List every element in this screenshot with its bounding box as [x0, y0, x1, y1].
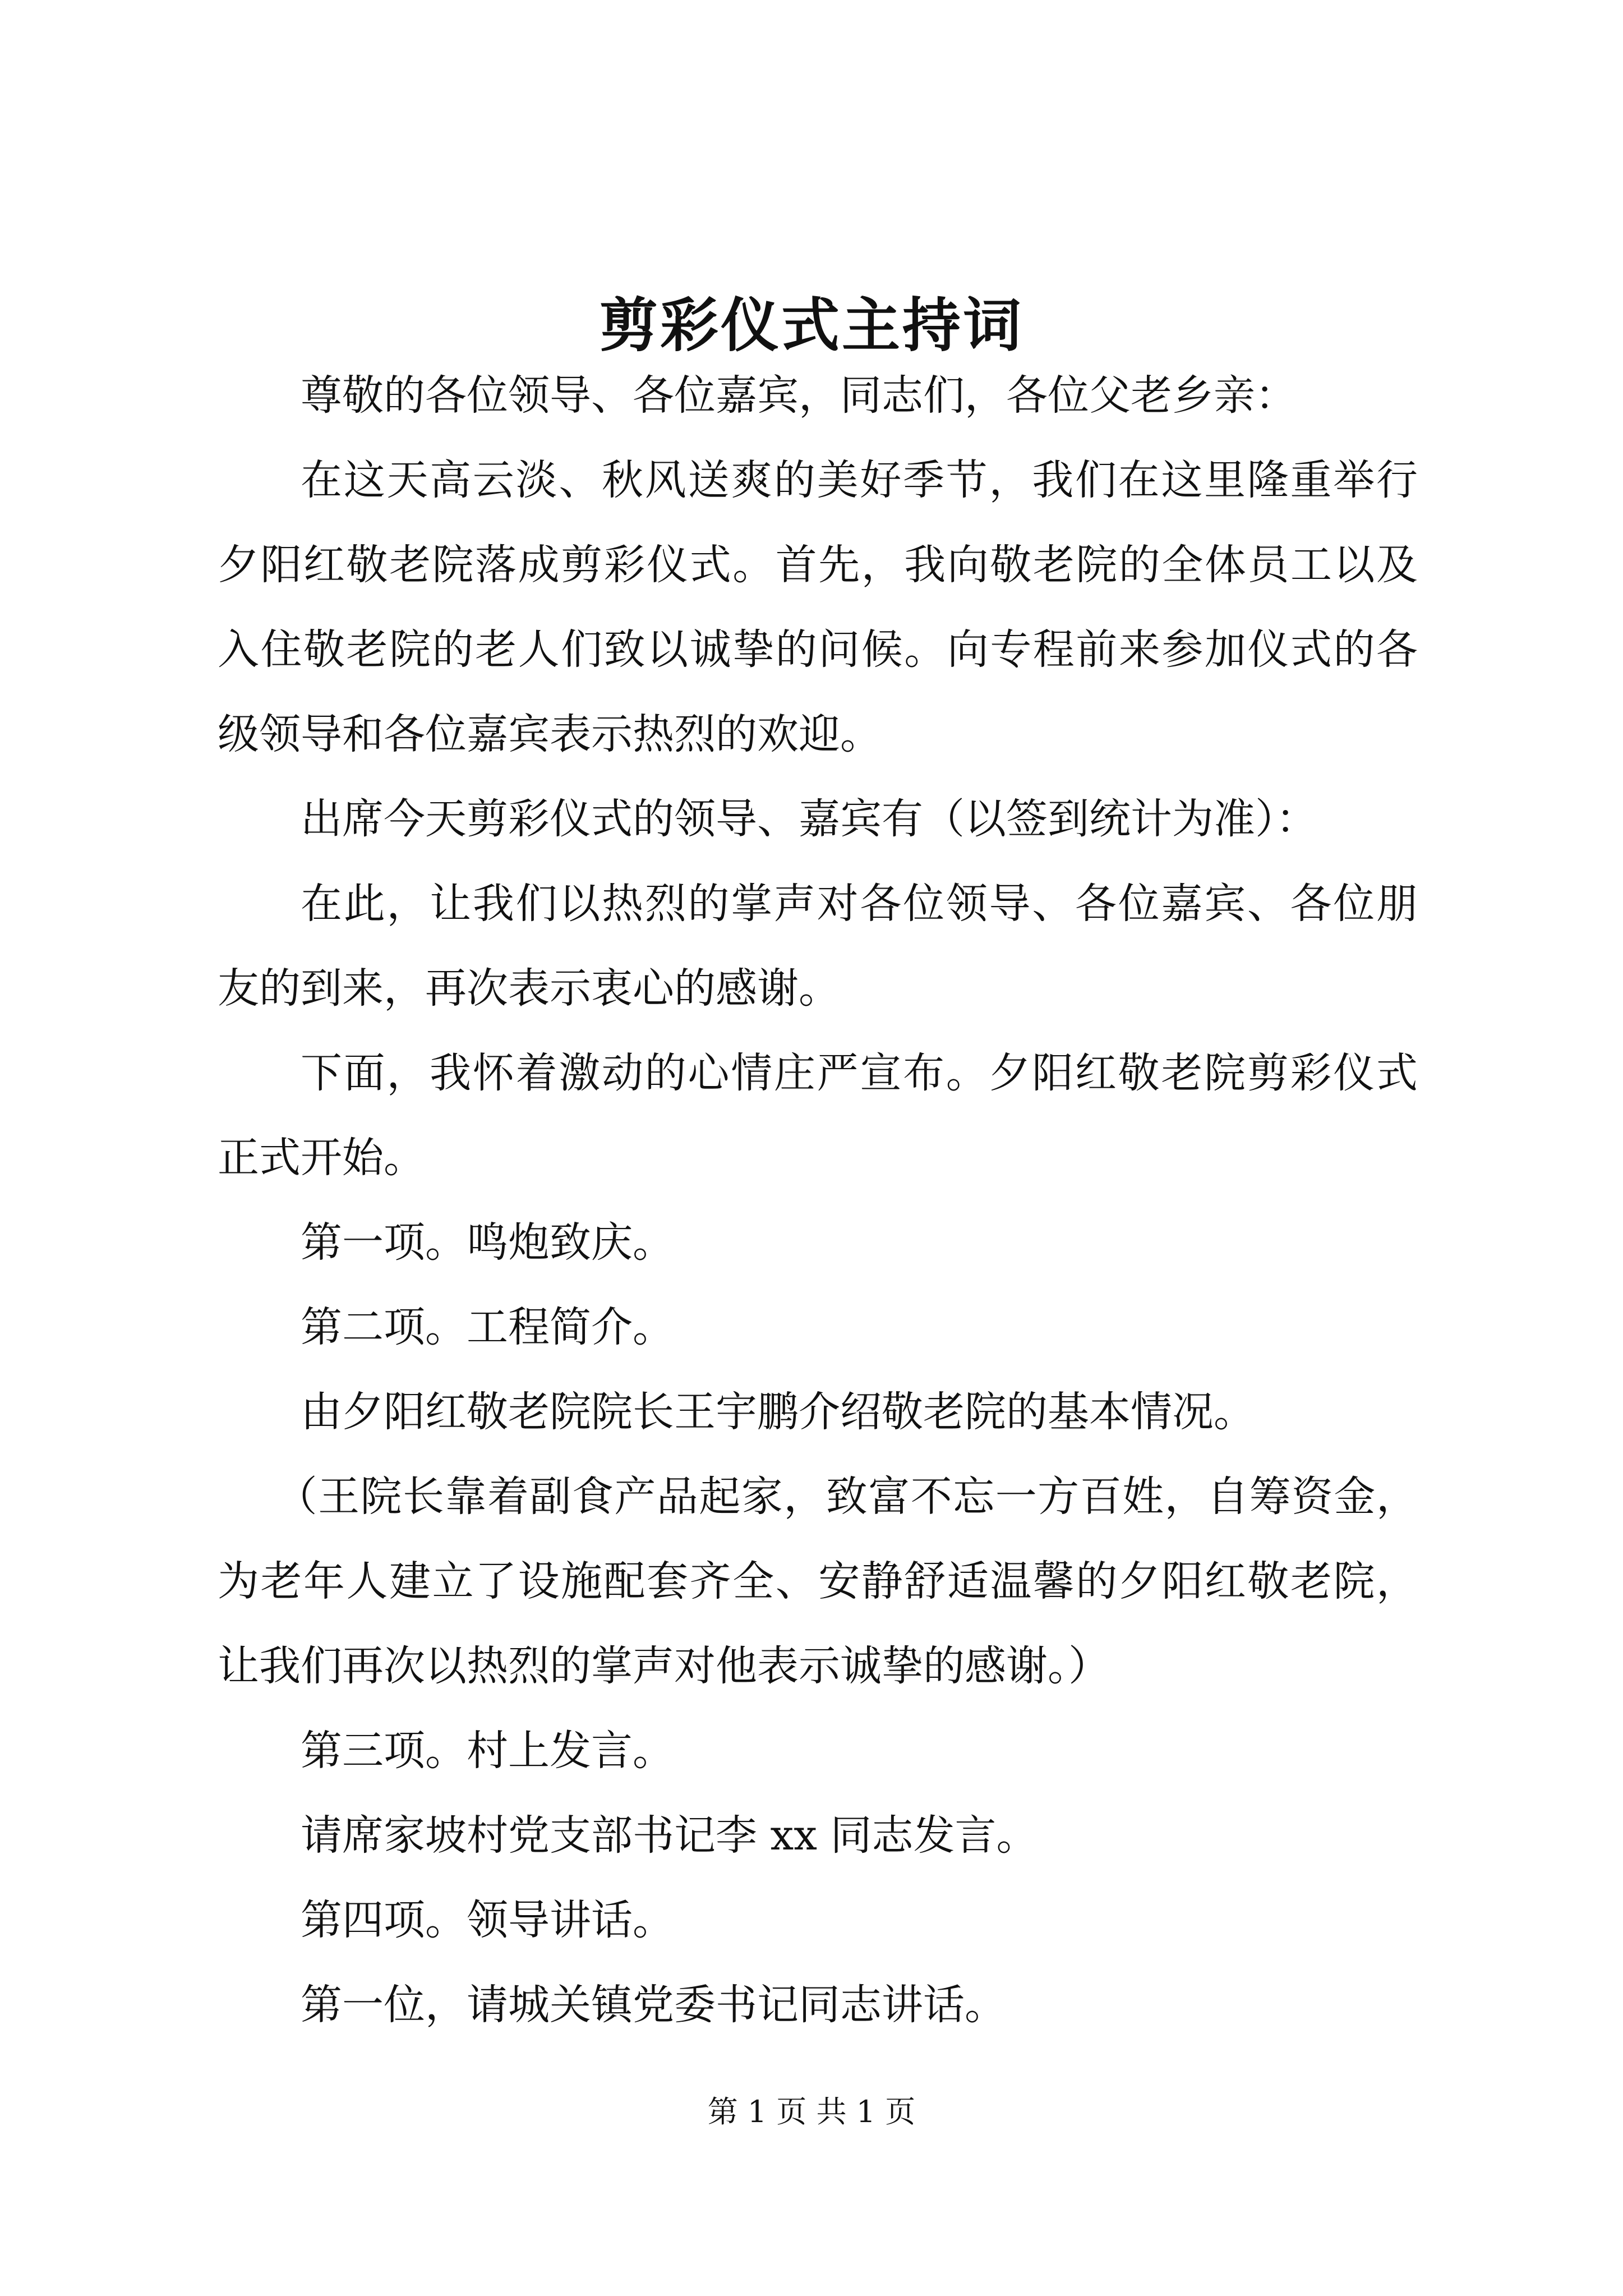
- paragraph-item-four: 第四项。领导讲话。: [301, 1896, 674, 1944]
- paragraph-announcement: 下面，我怀着激动的心情庄严宣布。夕阳红敬老院剪彩仪式正式开始。: [218, 1049, 1418, 1182]
- paragraph-item-three: 第三项。村上发言。: [301, 1727, 674, 1775]
- paragraph-director-note: （王院长靠着副食产品起家，致富不忘一方百姓，自筹资金，为老年人建立了设施配套齐全、安静舒适温馨的夕阳红敬老院，让我们再次以热烈的掌声对他表示诚挚的感谢。）: [218, 1473, 1418, 1690]
- page-footer: 第 1 页 共 1 页: [707, 2094, 916, 2129]
- paragraph-first-speaker: 第一位，请城关镇党委书记同志讲话。: [301, 1981, 1006, 2029]
- paragraph-item-two: 第二项。工程简介。: [301, 1303, 674, 1351]
- paragraph-item-one: 第一项。鸣炮致庆。: [301, 1218, 674, 1267]
- paragraph-attendees: 出席今天剪彩仪式的领导、嘉宾有（以签到统计为准）：: [301, 795, 1317, 843]
- paragraph-opening: 在这天高云淡、秋风送爽的美好季节，我们在这里隆重举行夕阳红敬老院落成剪彩仪式。首先，我向敬老院的全体员工以及入住敬老院的老人们致以诚挚的问候。向专程前来参加仪式的各级领导和各位嘉宾表示热烈的欢迎。: [218, 456, 1418, 758]
- paragraph-introduction: 由夕阳红敬老院院长王宇鹏介绍敬老院的基本情况。: [301, 1388, 1255, 1436]
- document-body: [218, 353, 1418, 2047]
- paragraph-greeting: 尊敬的各位领导、各位嘉宾，同志们，各位父老乡亲：: [301, 371, 1297, 420]
- paragraph-thanks: 在此，让我们以热烈的掌声对各位领导、各位嘉宾、各位朋友的到来，再次表示衷心的感谢。: [218, 880, 1418, 1013]
- paragraph-village-speech: 请席家坡村党支部书记李 xx 同志发言。: [301, 1811, 1038, 1860]
- document-title: 剪彩仪式主持词: [599, 291, 1023, 360]
